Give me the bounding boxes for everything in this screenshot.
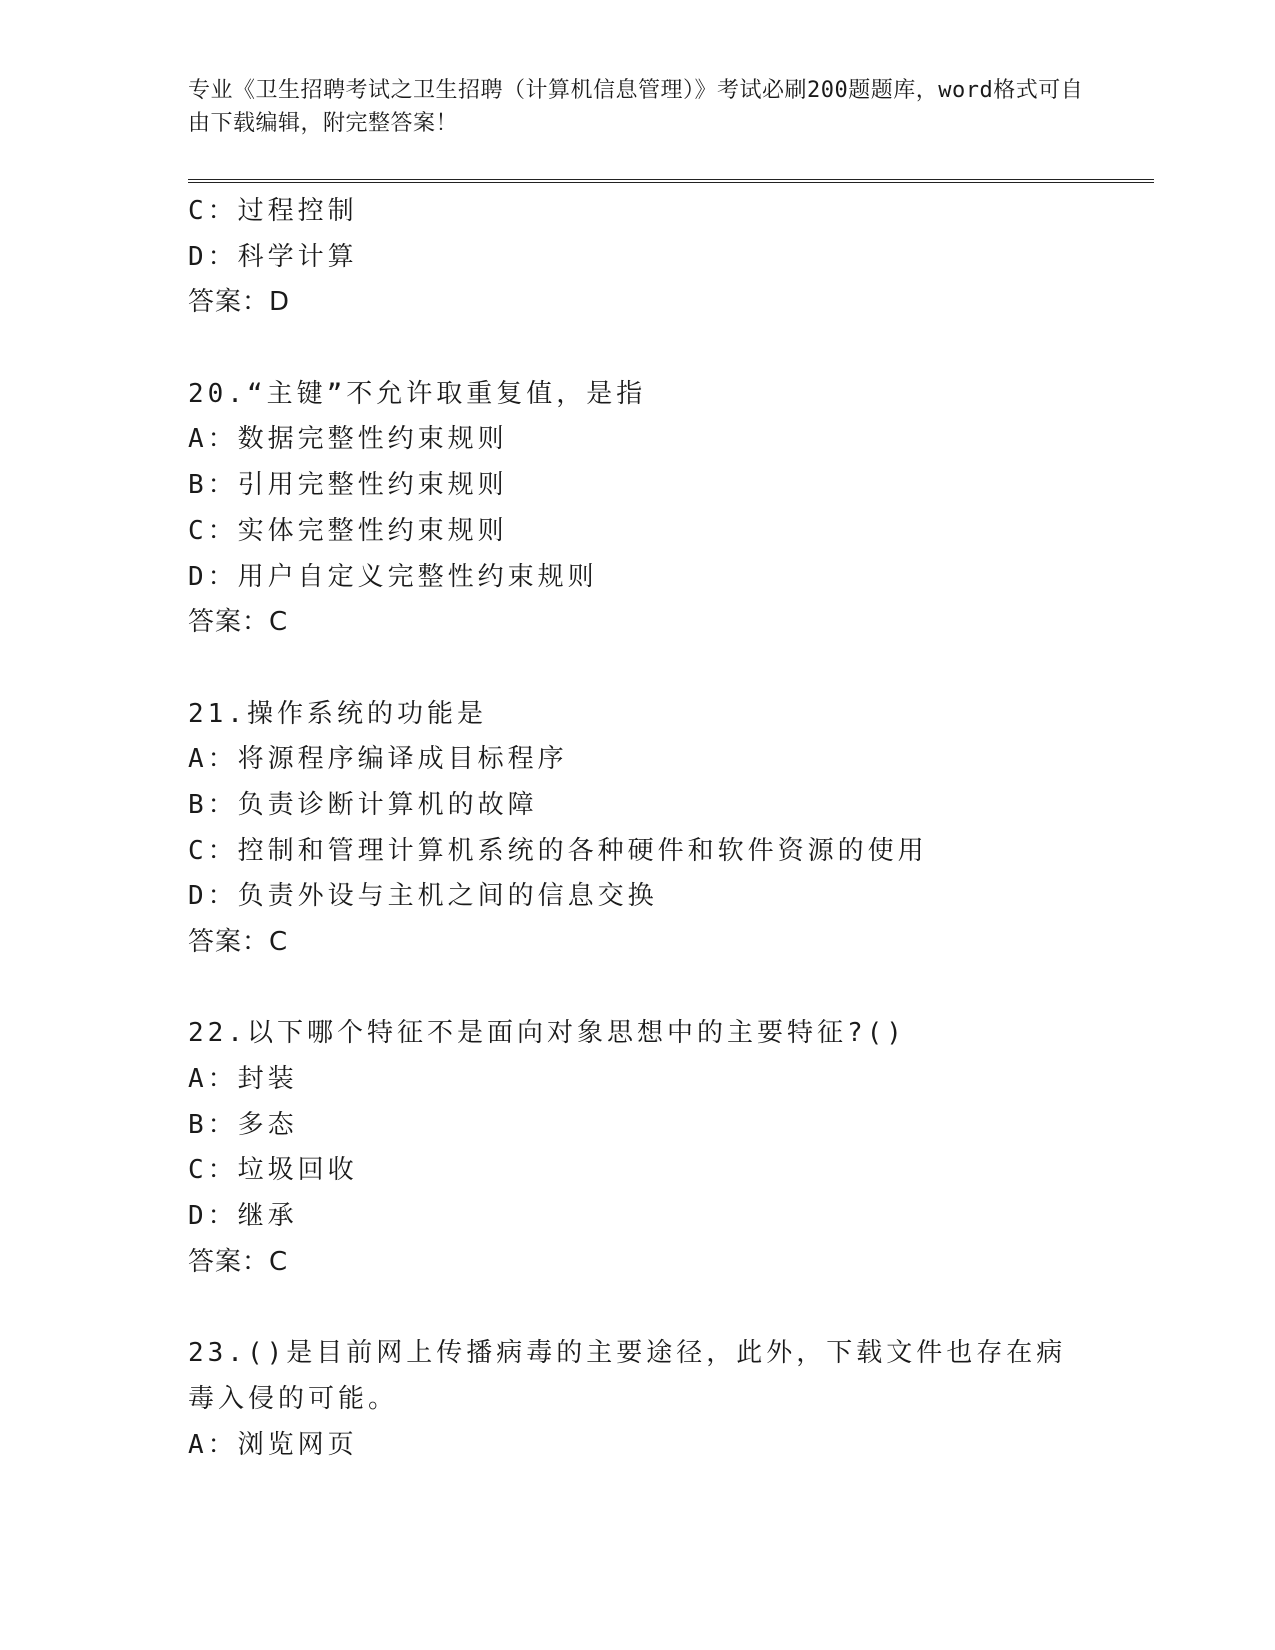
answer: 答案：C — [188, 1246, 289, 1277]
option-b: B：多态 — [188, 1109, 298, 1140]
answer: 答案：C — [188, 927, 289, 957]
question-23 — [188, 1331, 1108, 1468]
answer: 答案：C — [188, 607, 289, 638]
option-c: C：实体完整性约束规则 — [188, 515, 508, 546]
document-header-title: 专业《卫生招聘考试之卫生招聘（计算机信息管理）》考试必刷200题题库，word格式可自由下载编辑，附完整答案！ — [188, 78, 1084, 136]
spacer — [188, 646, 1108, 692]
option-d: D：继承 — [188, 1201, 298, 1232]
option-a: A：封装 — [188, 1064, 298, 1095]
option-a: A：数据完整性约束规则 — [188, 424, 508, 455]
option-c: C：控制和管理计算机系统的各种硬件和软件资源的使用 — [188, 835, 928, 866]
answer: 答案：D — [188, 287, 291, 318]
option-d: D：负责外设与主机之间的信息交换 — [188, 881, 658, 912]
question-22 — [188, 1011, 1108, 1285]
question-stem: 23.()是目前网上传播病毒的主要途径，此外，下载文件也存在病毒入侵的可能。 — [188, 1338, 1067, 1414]
document-body — [188, 189, 1108, 1468]
option-c: C：过程控制 — [188, 196, 358, 226]
option-b: B：负责诊断计算机的故障 — [188, 789, 538, 820]
header-divider — [188, 179, 1154, 183]
option-a: A：浏览网页 — [188, 1429, 358, 1460]
question-stem: 20.“主键”不允许取重复值，是指 — [188, 378, 647, 409]
question-21 — [188, 692, 1108, 966]
option-a: A：将源程序编译成目标程序 — [188, 744, 568, 775]
option-c: C：垃圾回收 — [188, 1155, 358, 1186]
spacer — [188, 326, 1108, 372]
spacer — [188, 1286, 1108, 1332]
spacer — [188, 966, 1108, 1012]
option-d: D：科学计算 — [188, 241, 358, 272]
option-b: B：引用完整性约束规则 — [188, 470, 508, 501]
option-d: D：用户自定义完整性约束规则 — [188, 561, 598, 592]
question-stem: 21.操作系统的功能是 — [188, 698, 487, 729]
question-20 — [188, 372, 1108, 646]
question-stem: 22.以下哪个特征不是面向对象思想中的主要特征?() — [188, 1018, 906, 1049]
